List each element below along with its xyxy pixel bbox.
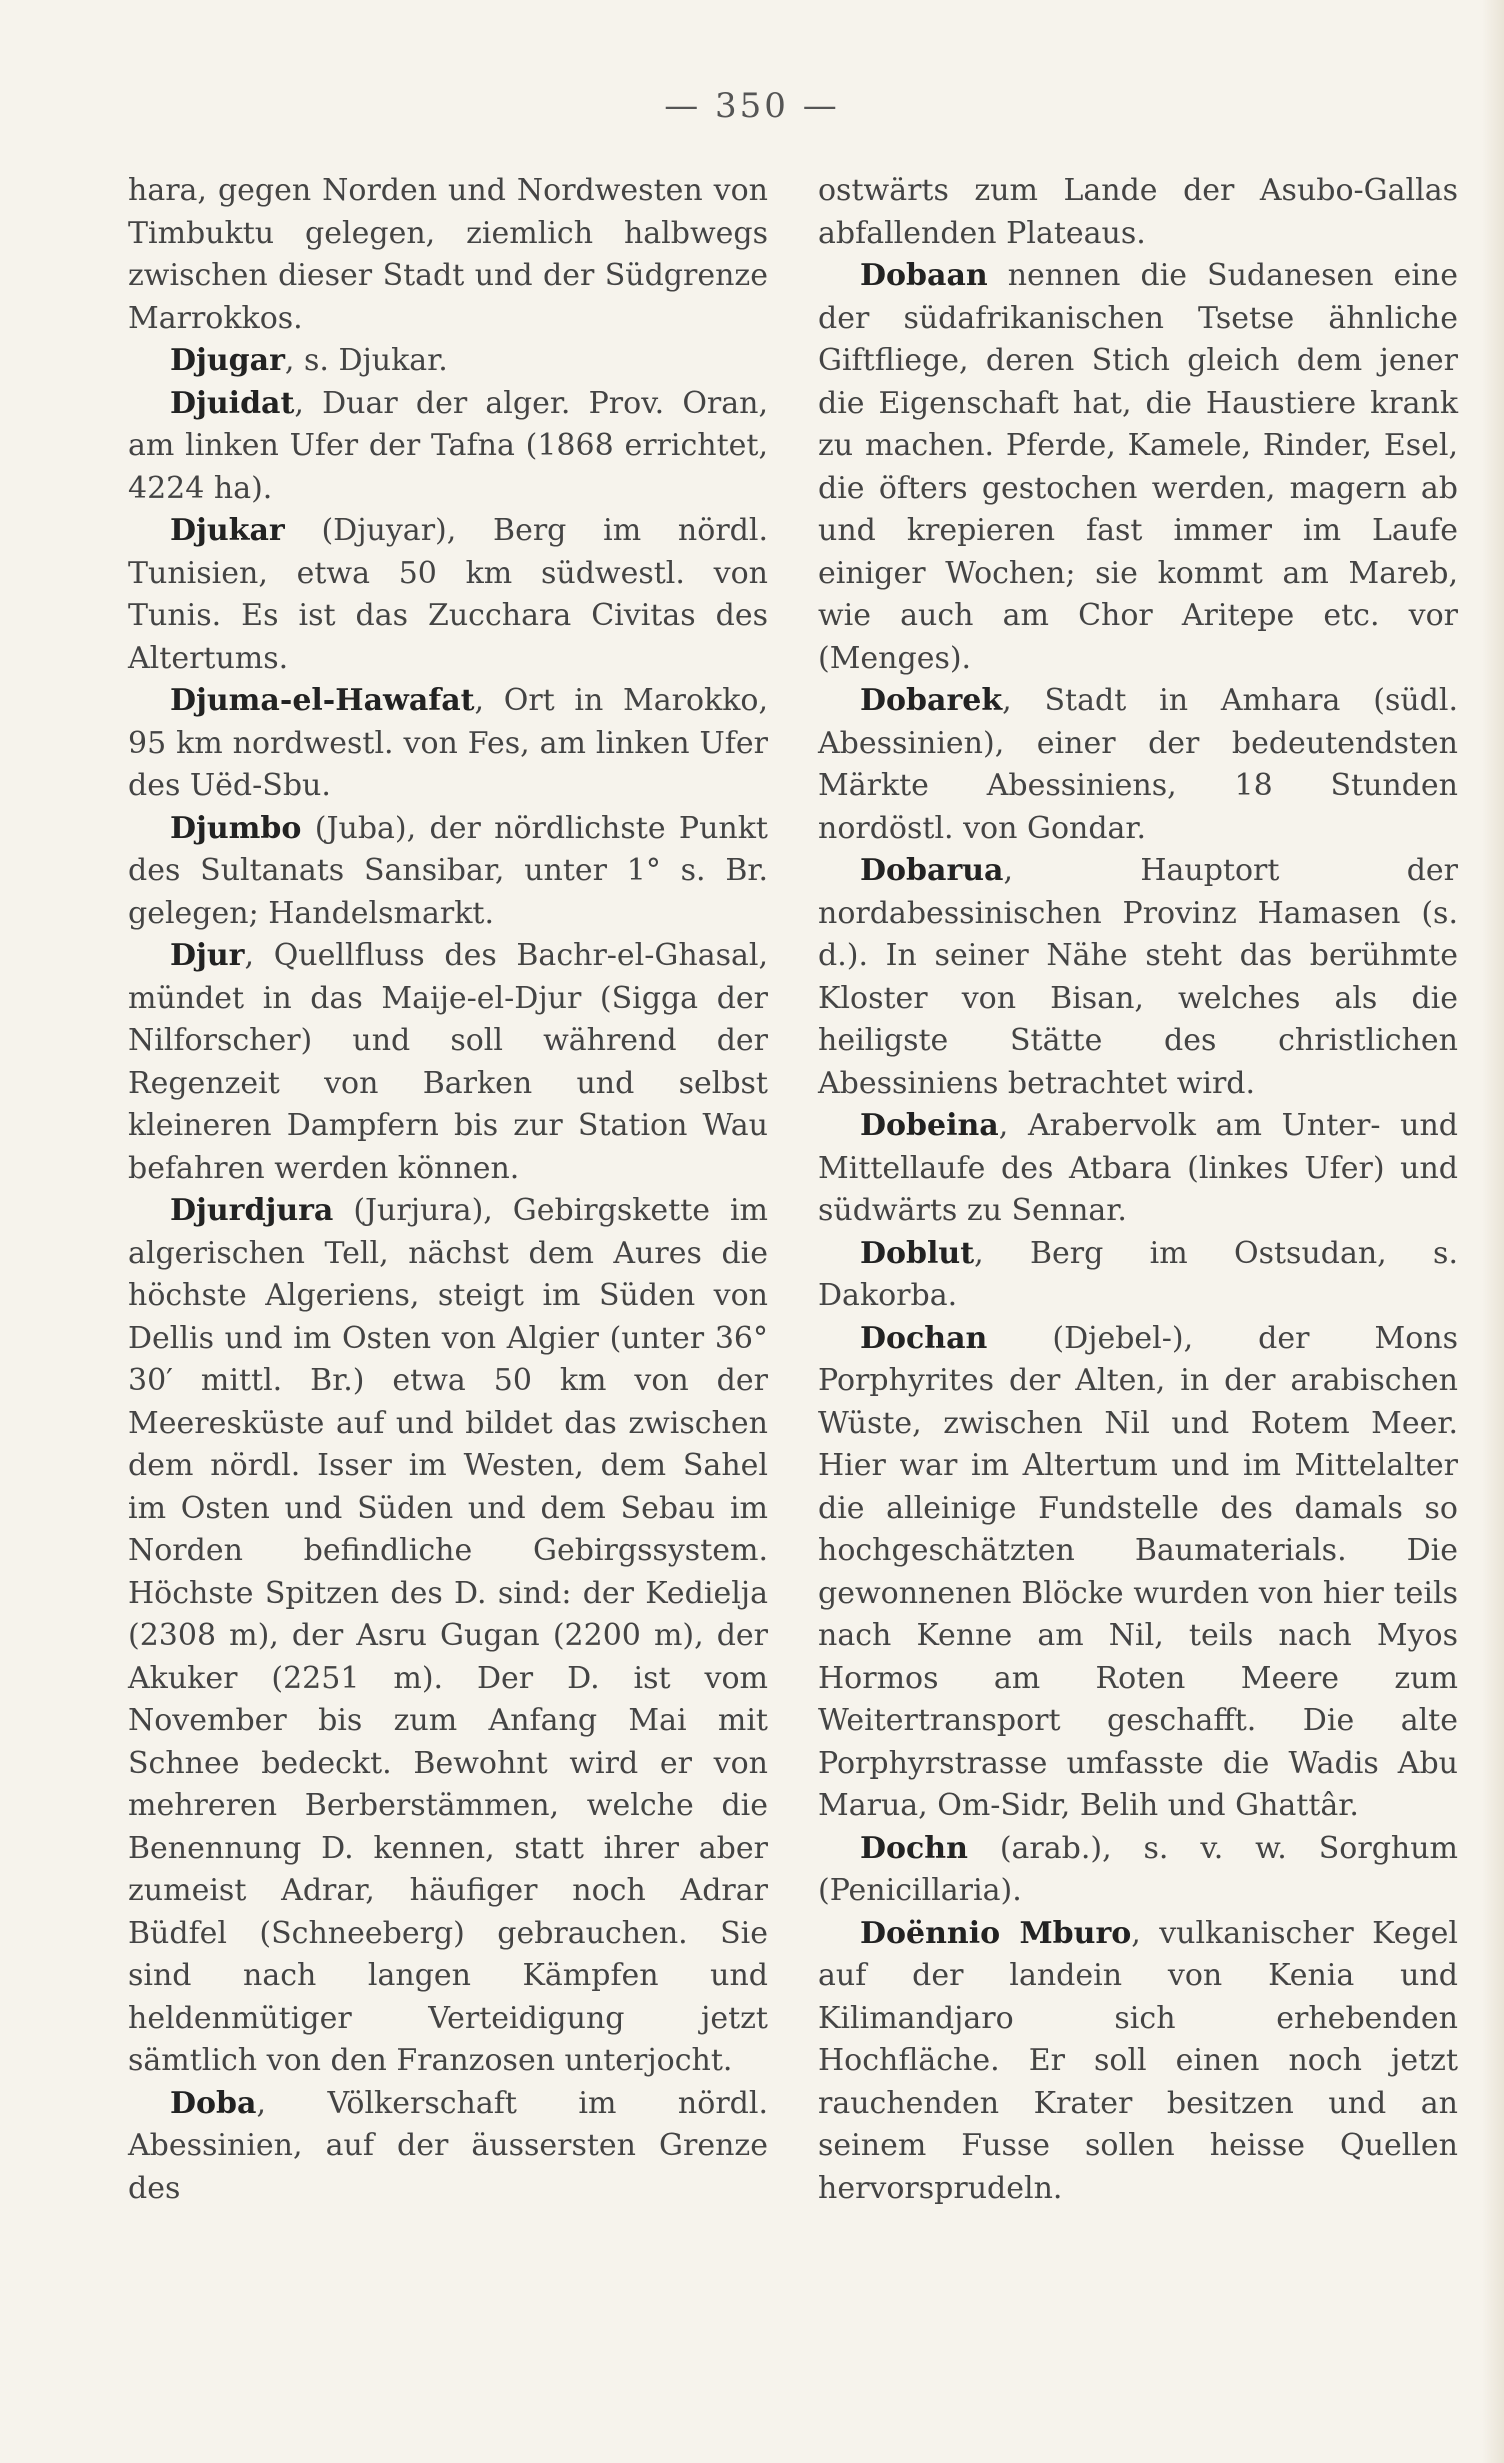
entry-text: , vulkanischer Kegel auf der landein von Kenia und Kilimandjaro sich erhebenden Hochfläche. Er soll einen noch jetzt rauchenden Krater besitzen und an seinem Fusse sollen heisse Quellen hervorsprudeln. [818,1915,1459,2206]
entry-text: hara, gegen Norden und Nordwesten von Timbuktu gelegen, ziemlich halbwegs zwischen dieser Stadt und der Südgrenze Marrokkos. [128,173,768,336]
entry-text: , Quellfluss des Bachr-el-Ghasal, mündet in das Maije-el-Djur (Sigga der Nilforscher) und soll während der Regenzeit von Barken und selbst kleineren Dampfern bis zur Station Wau befahren werden können. [128,938,768,1186]
entry-text: , Hauptort der nordabessinischen Provinz Hamasen (s. d.). In seiner Nähe steht das berühmte Kloster von Bisan, welches als die heiligste Stätte des christlichen Abessiniens betrachtet wird. [818,853,1458,1101]
entry-headword: Djurdjura [170,1193,334,1228]
entry-djukar [128,510,768,680]
entry-headword: Dobarek [860,683,1003,718]
page-number: — 350 — [664,86,840,126]
entry-headword: Dobaan [860,258,988,293]
entry-dobarua [818,850,1458,1105]
entry-doblut [818,1233,1458,1318]
entry-headword: Djugar [170,343,285,378]
entry-text: (Jurjura), Gebirgskette im algerischen Tell, nächst dem Aures die höchste Algeriens, steigt im Süden von Dellis und im Osten von Algier (unter 36° 30′ mittl. Br.) etwa 50 km von der Meeresküste auf und bildet das zwischen dem nördl. Isser im Westen, dem Sahel im Osten und Süden und dem Sebau im Norden befindliche Gebirgssystem. Höchste Spitzen des D. sind: der Kedielja (2308 m), der Asru Gugan (2200 m), der Akuker (2251 m). Der D. ist vom November bis zum Anfang Mai mit Schnee bedeckt. Bewohnt wird er von mehreren Berberstämmen, welche die Benennung D. kennen, statt ihrer aber zumeist Adrar, häufiger noch Adrar Büdfel (Schneeberg) gebrauchen. Sie sind nach langen Kämpfen und heldenmütiger Verteidigung jetzt sämtlich von den Franzosen unterjocht. [128,1193,768,2078]
entry-text: (Juba), der nördlichste Punkt des Sultanats Sansibar, unter 1° s. Br. gelegen; Handelsmarkt. [128,810,768,931]
entry-djugar [128,340,768,383]
entry-djur [128,935,768,1190]
entry-text: (Djuyar), Berg im nördl. Tunisien, etwa 50 km südwestl. von Tunis. Es ist das Zucchara Civitas des Altertums. [128,513,768,676]
entry-headword: Dobarua [860,853,1004,888]
entry-text: , Stadt in Amhara (südl. Abessinien), einer der bedeutendsten Märkte Abessiniens, 18 Stunden nordöstl. von Gondar. [818,683,1458,846]
entry-djuidat [128,383,768,511]
entry-headword: Djuma-el-Hawafat [170,683,475,718]
entry-headword: Doblut [860,1235,975,1271]
entry-dochan [818,1318,1458,1828]
entry-dochn [818,1828,1458,1913]
entry-headword: Dochan [860,1320,988,1356]
entry-headword: Doënnio Mburo [860,1915,1132,1951]
left-column [128,170,768,2210]
entry-text: , Arabervolk am Unter- und Mittellaufe des Atbara (linkes Ufer) und südwärts zu Sennar. [818,1108,1458,1228]
entry-headword: Djumbo [170,810,302,846]
entry-text: , Ort in Marokko, 95 km nordwestl. von Fes, am linken Ufer des Uëd-Sbu. [128,683,768,803]
entry-headword: Doba [170,2085,257,2121]
page-edge-shadow [1482,0,1504,2463]
entry-djurdjura [128,1190,768,2083]
entry-text: , Berg im Ostsudan, s. Dakorba. [818,1235,1458,1313]
entry-djuma-el-hawafat [128,680,768,808]
entry-text: nennen die Sudanesen eine der südafrikanischen Tsetse ähnliche Giftfliege, deren Stich gleich dem jener die Eigenschaft hat, die Haustiere krank zu machen. Pferde, Kamele, Rinder, Esel, die öfters gestochen werden, magern ab und krepieren fast immer im Laufe einiger Wochen; sie kommt am Mareb, wie auch am Chor Aritepe etc. vor (Menges). [818,258,1458,676]
entry-text: , Duar der alger. Prov. Oran, am linken Ufer der Tafna (1868 errichtet, 4224 ha). [128,385,768,506]
entry-headword: Dochn [860,1830,968,1866]
entry-doennio-mburo [818,1913,1458,2211]
entry-dobeina [818,1105,1458,1233]
entry-continuation [818,170,1458,255]
entry-text: (arab.), s. v. w. Sorghum (Penicillaria). [818,1830,1458,1908]
entry-continuation [128,170,768,340]
entry-text: , Völkerschaft im nördl. Abessinien, auf der äussersten Grenze des [128,2085,768,2206]
entry-text: , s. Djukar. [284,343,448,378]
entry-dobarek [818,680,1458,850]
entry-text: ostwärts zum Lande der Asubo-Gallas abfallenden Plateaus. [818,173,1458,251]
entry-djumbo [128,808,768,936]
entry-headword: Dobeina [860,1108,999,1143]
entry-text: (Djebel-), der Mons Porphyrites der Alten, in der arabischen Wüste, zwischen Nil und Rotem Meer. Hier war im Altertum und im Mittelalter die alleinige Fundstelle des damals so hochgeschätzten Baumaterials. Die gewonnenen Blöcke wurden von hier teils nach Kenne am Nil, teils nach Myos Hormos am Roten Meere zum Weitertransport geschafft. Die alte Porphyrstrasse umfasste die Wadis Abu Marua, Om-Sidr, Belih und Ghattâr. [818,1320,1458,1823]
entry-headword: Djukar [170,513,285,548]
entry-doba [128,2083,768,2211]
entry-dobaan [818,255,1458,680]
entry-headword: Djur [170,938,245,973]
right-column [818,170,1458,2210]
entry-headword: Djuidat [170,385,295,421]
